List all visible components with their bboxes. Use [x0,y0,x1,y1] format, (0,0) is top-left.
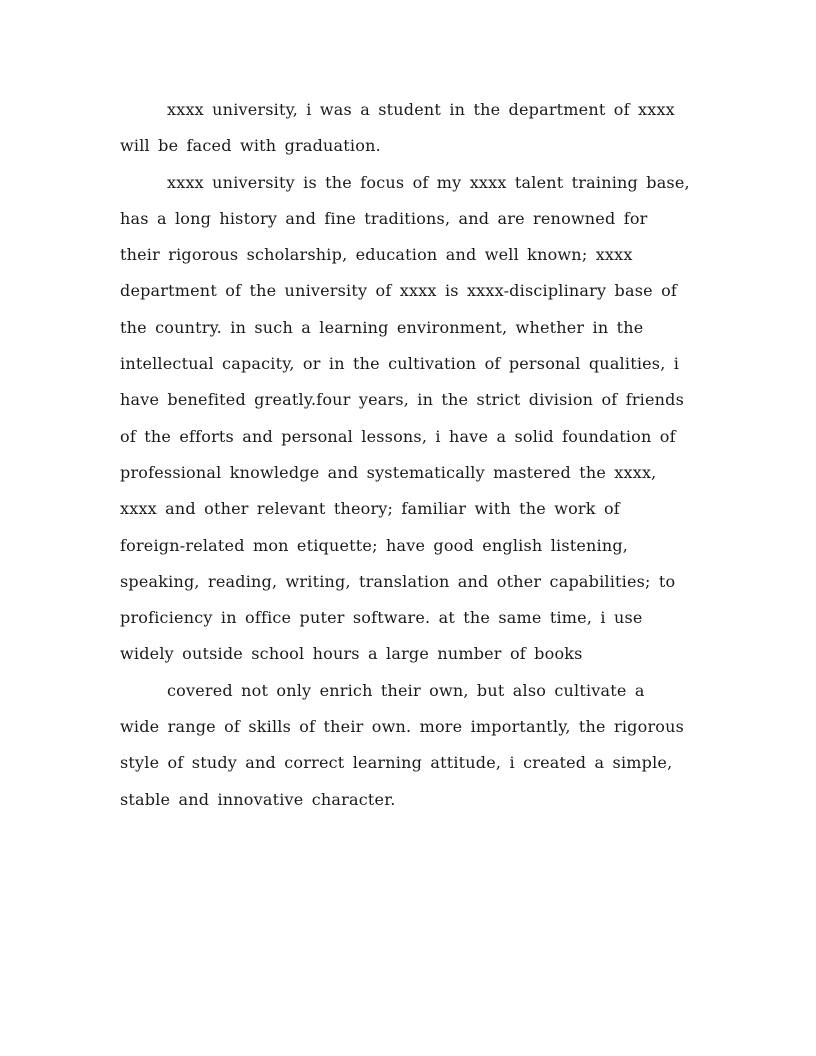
document-body [120,92,692,818]
paragraph-skills-character: covered not only enrich their own, but also cultivate a wide range of skills of their own. more importantly, the rigorous style of study and correct learning attitude, i created a simple, stable and innovative character. [120,680,685,809]
paragraph-graduation: xxxx university, i was a student in the department of xxxx will be faced with graduation. [120,100,675,156]
paragraph-university-focus: xxxx university is the focus of my xxxx talent training base, has a long history and fine traditions, and are renowned for their rigorous scholarship, education and well known; xxxx department of the university of xxxx is xxxx-disciplinary base of the country. in such a learning environment, whether in the intellectual capacity, or in the cultivation of personal qualities, i have benefited greatly.four years, in the strict division of friends of the efforts and personal lessons, i have a solid foundation of professional knowledge and systematically mastered the xxxx, xxxx and other relevant theory; familiar with the work of foreign-related mon etiquette; have good english listening, speaking, reading, writing, translation and other capabilities; to proficiency in office puter software. at the same time, i use widely outside school hours a large number of books [120,172,690,664]
